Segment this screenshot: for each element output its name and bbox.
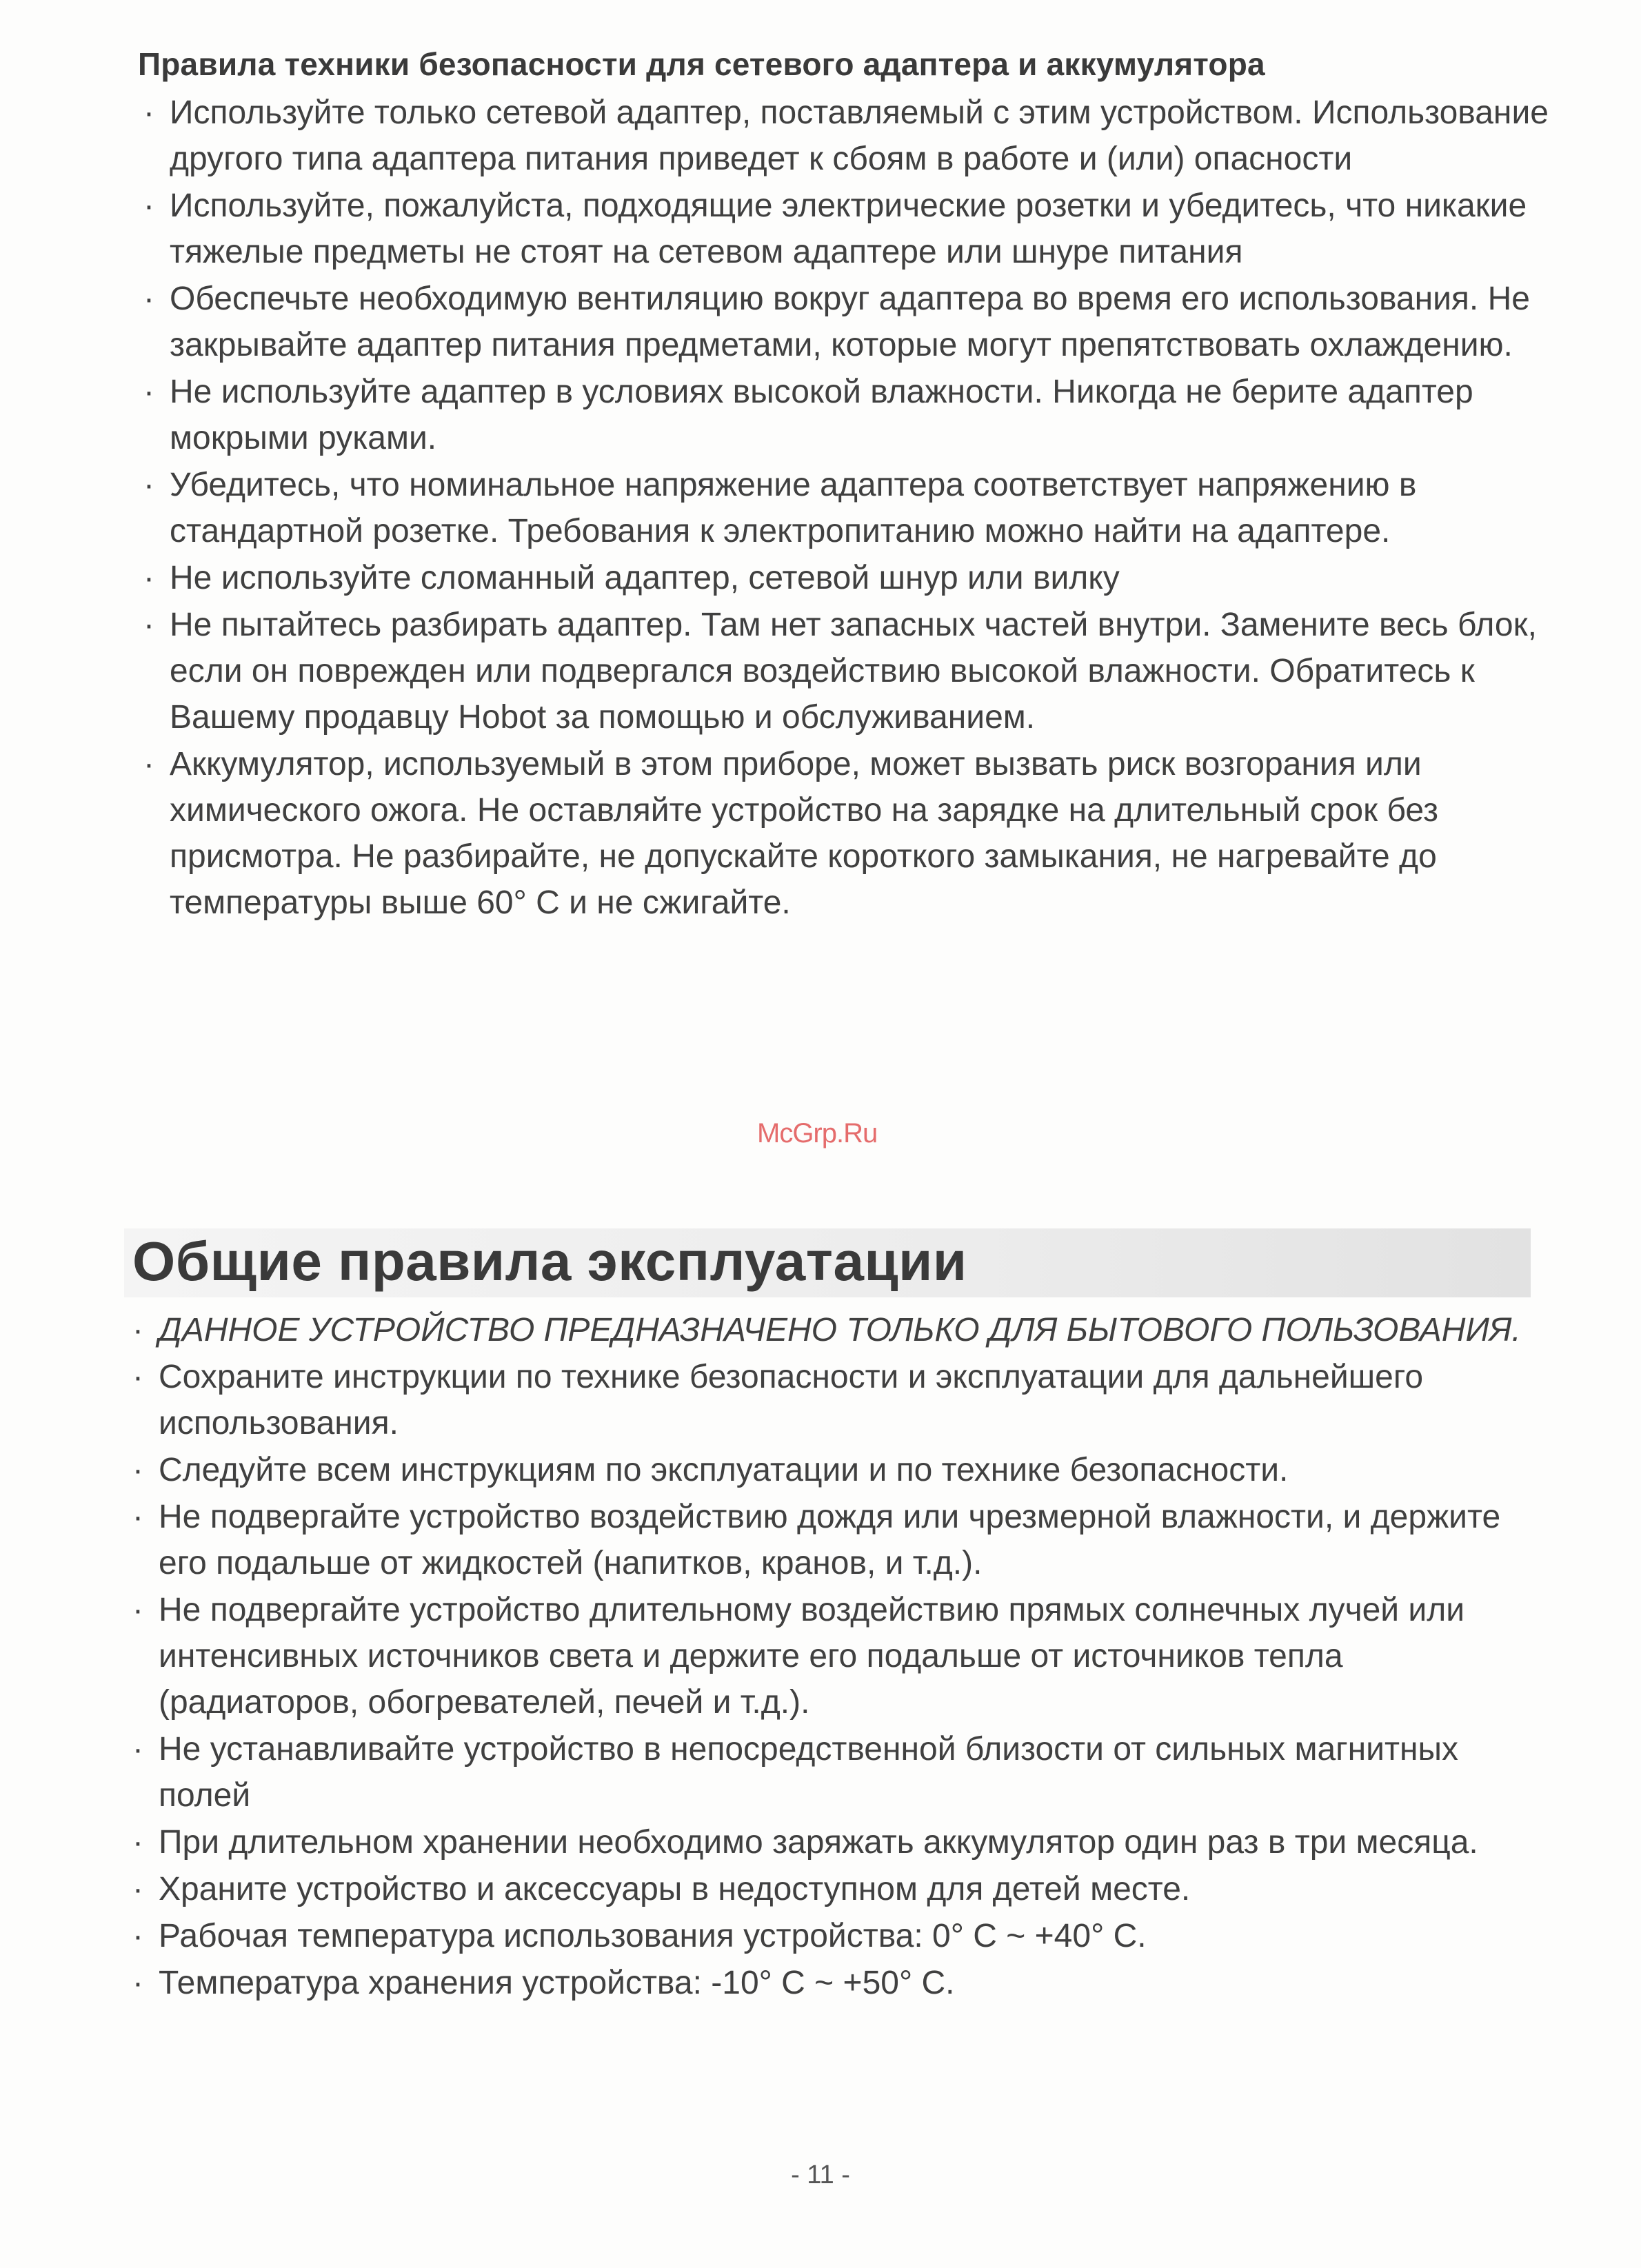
list-item-text: Сохраните инструкции по технике безопасности и эксплуатации для дальнейшего использования. [159, 1359, 1424, 1441]
list-item-text: Температура хранения устройства: -10° С ~ +50° С. [159, 1965, 955, 2001]
list-item [127, 1866, 1547, 1912]
bullet-icon: · [132, 1499, 143, 1535]
bullet-icon: · [143, 607, 154, 643]
list-item [127, 1494, 1547, 1586]
list-item [127, 1447, 1547, 1493]
list-item-text: Не устанавливайте устройство в непосредственной близости от сильных магнитных полей [159, 1731, 1458, 1814]
list-item-text: ДАННОЕ УСТРОЙСТВО ПРЕДНАЗНАЧЕНО ТОЛЬКО ДЛЯ БЫТОВОГО ПОЛЬЗОВАНИЯ. [159, 1312, 1521, 1348]
list-item [138, 183, 1558, 275]
bullet-icon: · [132, 1592, 143, 1628]
list-item-text: Не пытайтесь разбирать адаптер. Там нет запасных частей внутри. Замените весь блок, если он поврежден или подвергался воздействию высокой влажности. Обратитесь к Вашему продавцу Hobot за помощью и обслуживанием. [170, 607, 1537, 736]
general-rules-section [127, 1307, 1547, 2007]
bullet-icon: · [143, 746, 154, 782]
list-item [127, 1354, 1547, 1446]
list-item-text: Не используйте адаптер в условиях высокой влажности. Никогда не берите адаптер мокрыми руками. [170, 374, 1473, 456]
list-item-text: Рабочая температура использования устройства: 0° С ~ +40° С. [159, 1918, 1147, 1954]
list-item-text: Используйте только сетевой адаптер, поставляемый с этим устройством. Использование другого типа адаптера питания приведет к сбоям в работе и (или) опасности [170, 94, 1549, 177]
list-item-text: Следуйте всем инструкциям по эксплуатации и по технике безопасности. [159, 1452, 1289, 1488]
list-item [138, 369, 1558, 461]
list-item-text: Храните устройство и аксессуары в недоступном для детей месте. [159, 1871, 1191, 1907]
list-item-text: Обеспечьте необходимую вентиляцию вокруг адаптера во время его использования. Не закрывайте адаптер питания предметами, которые могут препятствовать охлаждению. [170, 281, 1530, 363]
list-item-text: Используйте, пожалуйста, подходящие электрические розетки и убедитесь, что никакие тяжелые предметы не стоят на сетевом адаптере или шнуре питания [170, 188, 1527, 270]
bullet-icon: · [132, 1452, 143, 1488]
list-item [127, 1307, 1547, 1353]
bullet-icon: · [132, 1824, 143, 1861]
list-item-text: Не используйте сломанный адаптер, сетевой шнур или вилку [170, 560, 1120, 596]
list-item [127, 1587, 1547, 1725]
adapter-safety-section [138, 43, 1558, 927]
bullet-icon: · [132, 1312, 143, 1348]
bullet-icon: · [132, 1918, 143, 1954]
list-item-text: Убедитесь, что номинальное напряжение адаптера соответствует напряжению в стандартной розетке. Требования к электропитанию можно найти на адаптере. [170, 467, 1417, 549]
adapter-safety-heading: Правила техники безопасности для сетевого адаптера и аккумулятора [138, 46, 1265, 82]
list-item-text: Не подвергайте устройство воздействию дождя или чрезмерной влажности, и держите его подальше от жидкостей (напитков, кранов, и т.д.). [159, 1499, 1501, 1581]
list-item [127, 1819, 1547, 1865]
list-item [138, 276, 1558, 368]
bullet-icon: · [143, 281, 154, 317]
bullet-icon: · [132, 1965, 143, 2001]
list-item [138, 602, 1558, 740]
list-item [138, 741, 1558, 926]
bullet-icon: · [143, 374, 154, 410]
general-rules-heading: Общие правила эксплуатации [132, 1231, 967, 1292]
bullet-icon: · [132, 1871, 143, 1907]
list-item [127, 1913, 1547, 1959]
adapter-safety-list [138, 90, 1558, 926]
list-item [127, 1726, 1547, 1819]
bullet-icon: · [132, 1731, 143, 1768]
bullet-icon: · [143, 560, 154, 596]
bullet-icon: · [143, 188, 154, 224]
watermark: McGrp.Ru [757, 1118, 878, 1148]
list-item [138, 462, 1558, 554]
bullet-icon: · [143, 94, 154, 131]
list-item [127, 1960, 1547, 2006]
bullet-icon: · [132, 1359, 143, 1395]
list-item [138, 90, 1558, 182]
general-rules-list [127, 1307, 1547, 2006]
list-item-text: При длительном хранении необходимо заряжать аккумулятор один раз в три месяца. [159, 1824, 1478, 1861]
page-number: - 11 - [791, 2160, 850, 2189]
list-item-text: Аккумулятор, используемый в этом приборе, может вызвать риск возгорания или химического ожога. Не оставляйте устройство на зарядке на длительный срок без присмотра. Не разбирайте, не допускайте короткого замыкания, не нагревайте до температуры выше 60° С и не сжигайте. [170, 746, 1439, 921]
list-item [138, 555, 1558, 601]
bullet-icon: · [143, 467, 154, 503]
list-item-text: Не подвергайте устройство длительному воздействию прямых солнечных лучей или интенсивных источников света и держите его подальше от источников тепла (радиаторов, обогревателей, печей и т.д.). [159, 1592, 1465, 1721]
